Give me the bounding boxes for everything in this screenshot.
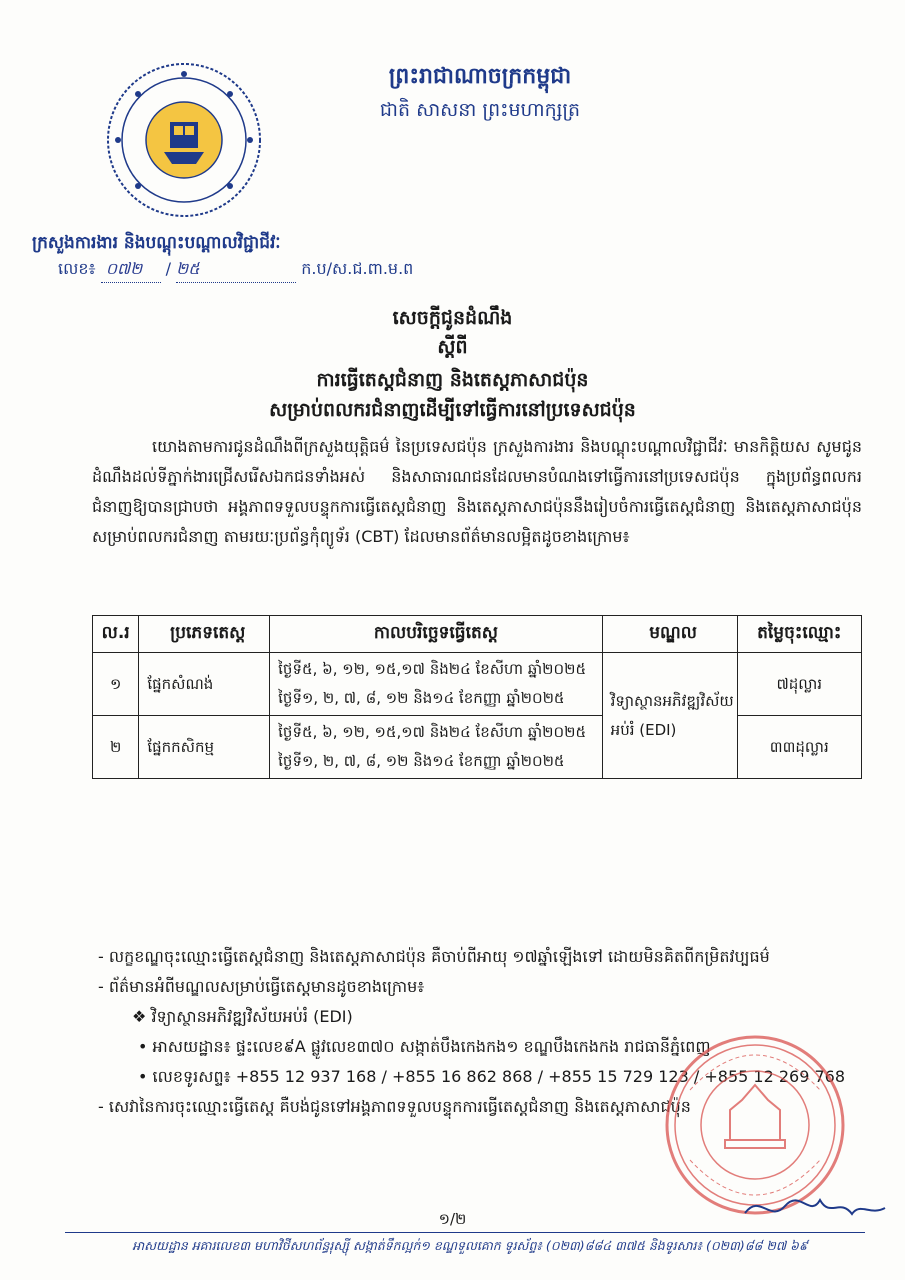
center-info-text: ព័ត៌មានអំពីមណ្ឌលសម្រាប់ធ្វើតេស្តមានដូចខាងក្រោម៖ <box>108 977 425 996</box>
address-text: អាសយដ្ឋាន៖ ផ្ទះលេខ៩A ផ្លូវលេខ៣៧០ សង្កាត់បឹងកេងកង១ ខណ្ឌបឹងកេងកង រាជធានីភ្នំពេញ <box>152 1037 711 1056</box>
ref-label: លេខ <box>58 259 89 278</box>
list-item <box>112 1002 858 1032</box>
ref-number: ០៧២ <box>105 259 143 278</box>
phone-text: លេខទូរសព្ទ៖ +855 12 937 168 / +855 16 862 868 / +855 15 729 123 / +855 12 269 768 <box>152 1067 845 1086</box>
table-header-row <box>93 616 862 653</box>
row-no: ១ <box>93 653 139 716</box>
table-row <box>93 716 862 779</box>
row-no: ២ <box>93 716 139 779</box>
header-no: ល.រ <box>93 616 139 653</box>
ministry-name: ក្រសួងការងារ និងបណ្តុះបណ្តាលវិជ្ជាជីវៈ <box>32 233 281 253</box>
eligibility-text: លក្ខខណ្ឌចុះឈ្មោះធ្វើតេស្តជំនាញ និងតេស្តភាសាជប៉ុន គឺចាប់ពីអាយុ ១៧ឆ្នាំឡើងទៅ ដោយមិនគិតពីកម្រិតវប្បធម៌ <box>108 947 770 966</box>
header-center: មណ្ឌល <box>602 616 737 653</box>
header-type: ប្រភេទតេស្ត <box>139 616 270 653</box>
row-type: ផ្នែកកសិកម្ម <box>139 716 270 779</box>
list-item: - ព័ត៌មានអំពីមណ្ឌលសម្រាប់ធ្វើតេស្តមានដូចខាងក្រោម៖ <box>98 977 425 996</box>
row-fee: ៧ដុល្លារ <box>737 653 861 716</box>
diamond-bullet-icon: ❖ <box>132 1007 147 1026</box>
test-center: វិទ្យាស្ថានអភិវឌ្ឍវិស័យអប់រំ (EDI) <box>602 653 737 779</box>
date-september: ថ្ងៃទី១, ២, ៧, ៨, ១២ និង១៤ ខែកញ្ញា ឆ្នាំ២០២៥ <box>278 689 565 707</box>
ministry-logo <box>104 60 264 220</box>
header-fee: តម្លៃចុះឈ្មោះ <box>737 616 861 653</box>
row-fee: ៣៣ដុល្លារ <box>737 716 861 779</box>
ref-year: ២៥ <box>176 259 200 278</box>
date-august: ថ្ងៃទី៥, ៦, ១២, ១៥,១៧ និង២៤ ខែសីហា ឆ្នាំ២០២៥ <box>278 723 587 741</box>
notice-title: សេចក្តីជូនដំណឹង <box>392 307 513 329</box>
row-type: ផ្នែកសំណង់ <box>139 653 270 716</box>
center-name-text: វិទ្យាស្ថានអភិវឌ្ឍវិស័យអប់រំ (EDI) <box>151 1007 353 1026</box>
intro-paragraph: យោងតាមការជូនដំណឹងពីក្រសួងយុត្តិធម៌ នៃប្រទេសជប៉ុន ក្រសួងការងារ និងបណ្តុះបណ្តាលវិជ្ជាជីវៈ មានកិត្តិយស សូមជូនដំណឹងដល់ទីភ្នាក់ងារជ្រើសរើសឯកជនទាំងអស់ និងសាធារណជនដែលមានបំណងទៅធ្វើការនៅប្រទេសជប៉ុន ក្នុងប្រព័ន្ធពលករជំនាញឱ្យបានជ្រាបថា អង្គភាពទទួលបន្ទុកការធ្វើតេស្តជំនាញ និងតេស្តភាសាជប៉ុននឹងរៀបចំការធ្វើតេស្តជំនាញ និងតេស្តភាសាជប៉ុនសម្រាប់ពលករជំនាញ តាមរយៈប្រព័ន្ធកុំព្យូទ័រ (CBT) ដែលមានព័ត៌មានលម្អិតដូចខាងក្រោម៖ <box>92 437 862 546</box>
header-date: កាលបរិច្ឆេទធ្វើតេស្ត <box>270 616 603 653</box>
list-item: - សេវានៃការចុះឈ្មោះធ្វើតេស្ត គឺបង់ជូនទៅអង្គភាពទទួលបន្ទុកការធ្វើតេស្តជំនាញ និងតេស្តភាសាជប៉ុន <box>98 1097 691 1116</box>
ref-suffix: ក.ប/ស.ជ.ពា.ម.ព <box>301 259 414 278</box>
footer-address: អាសយដ្ឋាន អគារលេខ៣ មហាវិថីសហព័ន្ធរុស្ស៊ី សង្កាត់ទឹកល្អក់១ ខណ្ឌទួលគោក ទូរស័ព្ទ៖ (០២៣)៨៨៤ ៣៧៥ និងទូរសារ៖ (០២៣)៨៨ ២៧ ៦៩ <box>132 1238 808 1253</box>
notice-subject-label: ស្តីពី <box>437 336 468 358</box>
table-row <box>93 653 862 716</box>
list-item: - លក្ខខណ្ឌចុះឈ្មោះធ្វើតេស្តជំនាញ និងតេស្តភាសាជប៉ុន គឺចាប់ពីអាយុ ១៧ឆ្នាំឡើងទៅ ដោយមិនគិតពីកម្រិតវប្បធម៌ <box>98 947 770 966</box>
fee-note-text: សេវានៃការចុះឈ្មោះធ្វើតេស្ត គឺបង់ជូនទៅអង្គភាពទទួលបន្ទុកការធ្វើតេស្តជំនាញ និងតេស្តភាសាជប៉ុន <box>108 1097 691 1116</box>
notice-subject: ការធ្វើតេស្តជំនាញ និងតេស្តភាសាជប៉ុន <box>316 369 589 391</box>
date-august: ថ្ងៃទី៥, ៦, ១២, ១៥,១៧ និង២៤ ខែសីហា ឆ្នាំ២០២៥ <box>278 660 587 678</box>
page-number: ១/២ <box>438 1210 467 1228</box>
national-motto: ជាតិ សាសនា ព្រះមហាក្សត្រ <box>379 99 581 121</box>
list-item: • អាសយដ្ឋាន៖ ផ្ទះលេខ៩A ផ្លូវលេខ៣៧០ សង្កាត់បឹងកេងកង១ ខណ្ឌបឹងកេងកង រាជធានីភ្នំពេញ <box>138 1037 711 1056</box>
test-schedule-table <box>92 615 862 779</box>
list-item: • លេខទូរសព្ទ៖ +855 12 937 168 / +855 16 862 868 / +855 15 729 123 / +855 12 269 768 <box>138 1067 845 1086</box>
row-dates <box>270 653 603 716</box>
notice-subject-2: សម្រាប់ពលករជំនាញដើម្បីទៅធ្វើការនៅប្រទេសជប៉ុន <box>269 399 636 421</box>
row-dates <box>270 716 603 779</box>
kingdom-heading: ព្រះរាជាណាចក្រកម្ពុជា <box>388 64 572 89</box>
footer-divider <box>65 1232 865 1233</box>
date-september: ថ្ងៃទី១, ២, ៧, ៨, ១២ និង១៤ ខែកញ្ញា ឆ្នាំ២០២៥ <box>278 752 565 770</box>
reference-number: លេខ៖ ០៧២ / ២៥ ក.ប/ស.ជ.ពា.ម.ព <box>58 258 518 283</box>
